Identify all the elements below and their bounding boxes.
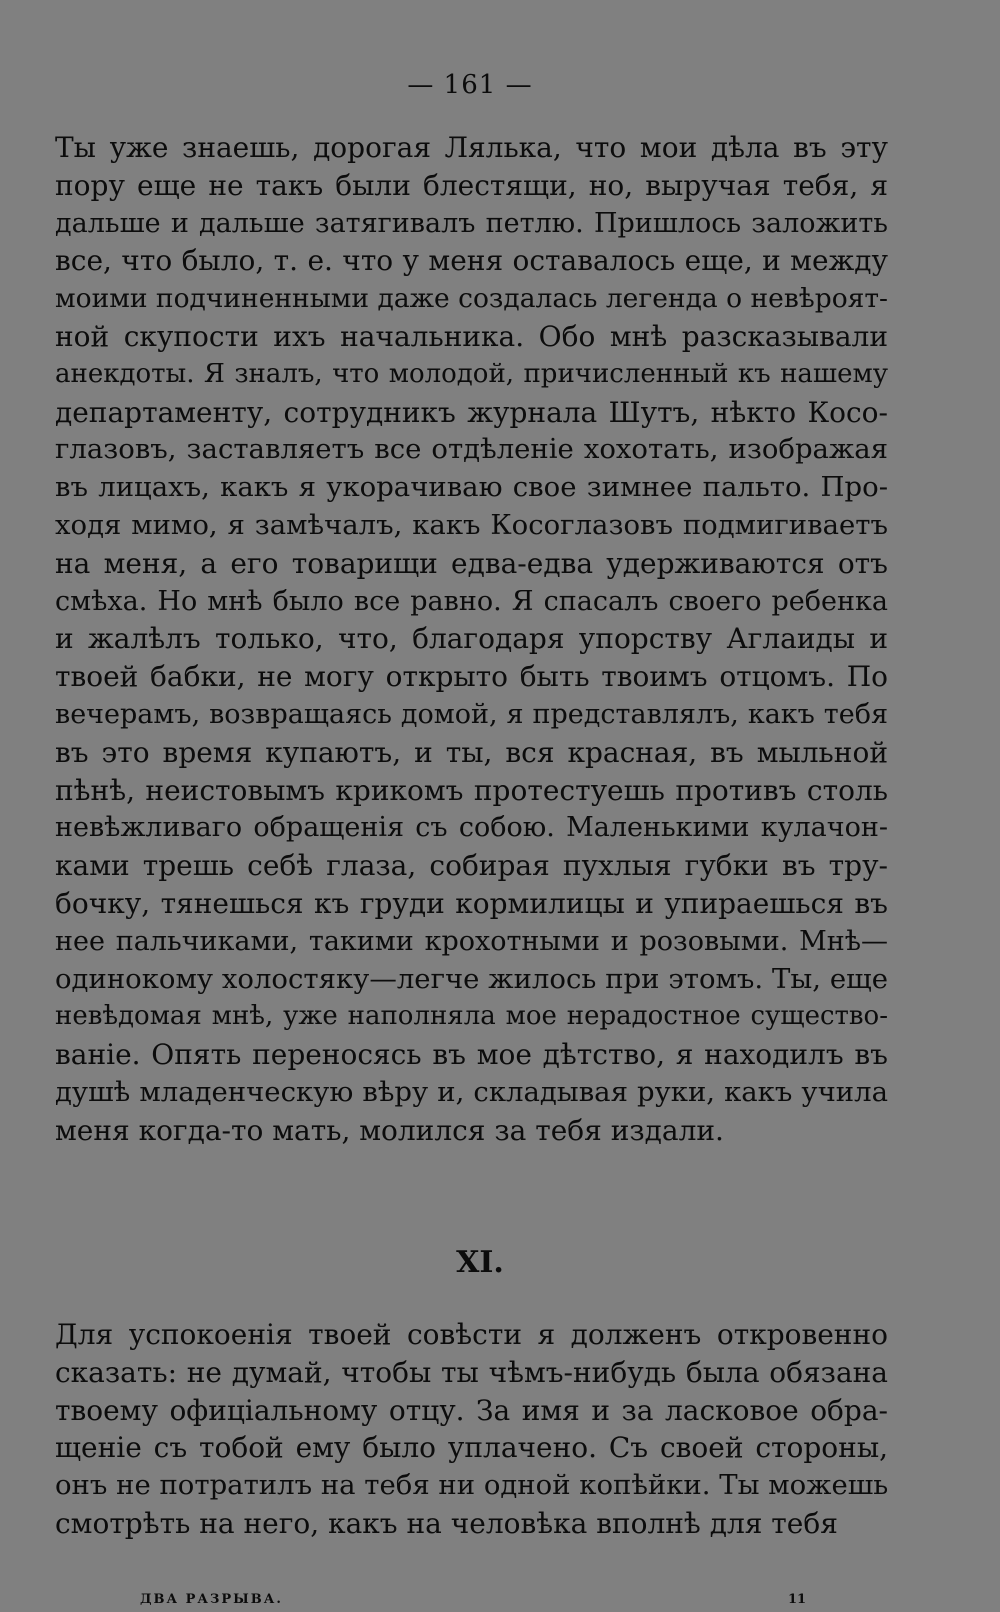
text-line: все, что было, т. е. что у меня оставалось еще, и между (55, 244, 888, 278)
text-line: щеніе съ тобой ему было уплачено. Съ своей стороны, (55, 1431, 888, 1465)
text-line: ной скупости ихъ начальника. Обо мнѣ разсказывали (55, 319, 888, 353)
text-line: твоей бабки, не могу открыто быть твоимъ отцомъ. По (55, 660, 888, 694)
text-line: Для успокоенія твоей совѣсти я долженъ откровенно (55, 1318, 888, 1351)
paragraph-2 (55, 1316, 888, 1543)
text-line: въ это время купаютъ, и ты, вся красная, въ мыльной (55, 735, 888, 769)
text-line: сказать: не думай, чтобы ты чѣмъ-нибудь была обязана (55, 1355, 888, 1389)
text-line: онъ не потратилъ на тебя ни одной копѣйки. Ты можешь (55, 1469, 889, 1502)
text-line: анекдоты. Я зналъ, что молодой, причисленный къ нашему (55, 358, 888, 389)
text-line: на меня, а его товарищи едва-едва удерживаются отъ (55, 546, 888, 580)
text-line: нее пальчиками, такими крохотными и розовыми. Мнѣ— (55, 925, 888, 957)
text-line: смотрѣть на него, какъ на человѣка вполнѣ для тебя (55, 1506, 838, 1540)
text-line: ваніе. Опять переносясь въ мое дѣтство, я находилъ въ (55, 1038, 888, 1072)
text-line: въ лицахъ, какъ я укорачиваю свое зимнее пальто. Про- (55, 471, 888, 504)
text-line: вечерамъ, возвращаясь домой, я представлялъ, какъ тебя (55, 698, 888, 730)
text-line: невѣдомая мнѣ, уже наполняла мое нерадостное существо- (55, 1001, 888, 1032)
text-line: ходя мимо, я замѣчалъ, какъ Косоглазовъ подмигиваетъ (55, 508, 888, 541)
text-line: смѣха. Но мнѣ было все равно. Я спасалъ своего ребенка (55, 585, 888, 617)
text-line: моими подчиненными даже создалась легенда о невѣроят- (55, 283, 888, 315)
text-line: пѣнѣ, неистовымъ крикомъ протестуешь противъ столь (55, 773, 888, 807)
paragraph-1 (55, 129, 888, 1150)
footer-book-title: ДВА РАЗРЫВА. (140, 1592, 283, 1607)
text-line: одинокому холостяку—легче жилось при этомъ. Ты, еще (55, 962, 888, 995)
chapter-heading: XI. (456, 1245, 504, 1280)
text-line: бочку, тянешься къ груди кормилицы и упираешься въ (55, 886, 888, 920)
text-line: Ты уже знаешь, дорогая Лялька, что мои дѣла въ эту (55, 131, 888, 164)
text-line: и жалѣлъ только, что, благодаря упорству Аглаиды и (55, 622, 888, 656)
text-line: пору еще не такъ были блестящи, но, выручая тебя, я (55, 168, 888, 202)
text-line: глазовъ, заставляетъ все отдѣленіе хохотать, изображая (55, 433, 888, 466)
text-line: меня когда-то мать, молился за тебя издали. (55, 1113, 724, 1147)
page-number: — 161 — (407, 70, 533, 100)
text-line: ками трешь себѣ глаза, собирая пухлыя губки въ тру- (55, 849, 888, 883)
text-line: душѣ младенческую вѣру и, складывая руки, какъ учила (55, 1075, 888, 1108)
text-line: невѣжливаго обращенія съ собою. Маленькими кулачон- (55, 812, 888, 844)
text-line: твоему офиціальному отцу. За имя и за ласковое обра- (55, 1393, 888, 1427)
footer-signature-mark: 11 (788, 1592, 807, 1607)
text-line: дальше и дальше затягивалъ петлю. Пришлось заложить (55, 207, 888, 239)
text-line: департаменту, сотрудникъ журнала Шутъ, нѣкто Косо- (55, 395, 888, 429)
